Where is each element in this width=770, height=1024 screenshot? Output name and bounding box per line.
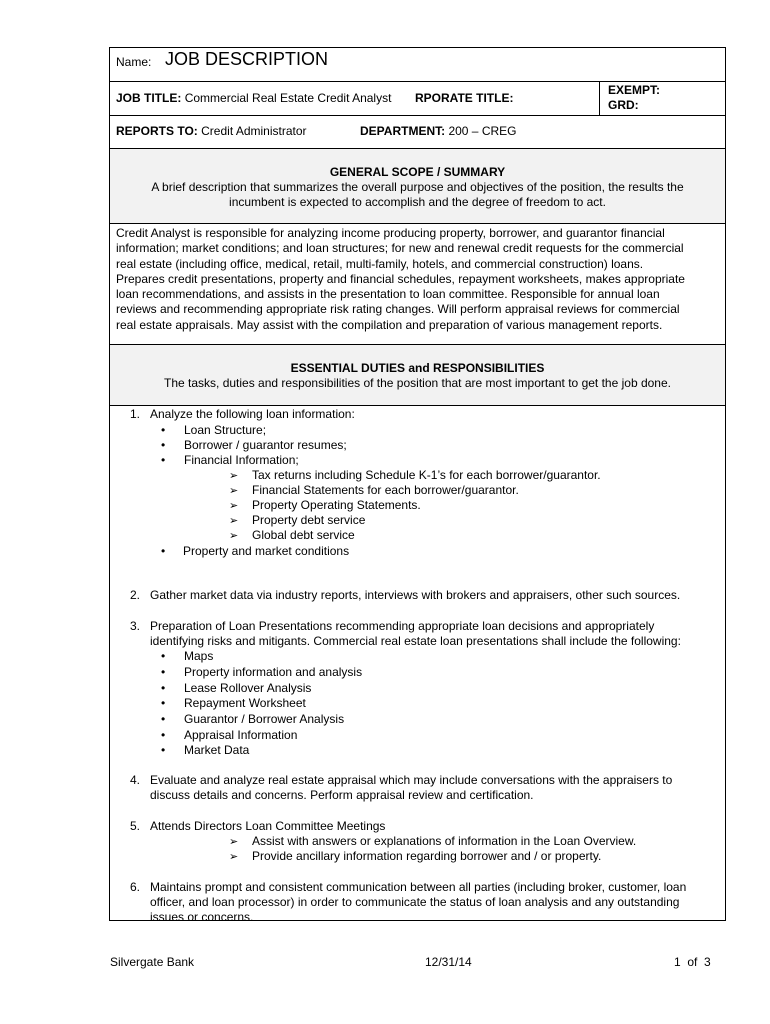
name-label: Name: — [116, 55, 152, 69]
job-title-field — [116, 91, 391, 105]
bullet-text: Repayment Worksheet — [184, 696, 306, 710]
bullet-text: Loan Structure; — [184, 423, 267, 437]
footer-date: 12/31/14 — [425, 955, 472, 969]
scope-line: loan recommendations, and assists in the presentation to loan committee. Responsible for annual loan — [116, 287, 660, 302]
reports-to-value: Credit Administrator — [201, 124, 307, 138]
duty-text-line: discuss details and concerns. Perform appraisal review and certification. — [150, 788, 534, 802]
duty-number: 3. — [129, 619, 140, 633]
sub-item-text: Tax returns including Schedule K-1’s for each borrower/guarantor. — [252, 468, 601, 482]
job-title-label: JOB TITLE: — [116, 91, 182, 105]
sub-item-text: Assist with answers or explanations of information in the Loan Overview. — [252, 834, 637, 848]
arrow-bullet-icon: ➢ — [229, 851, 239, 863]
exempt-label: EXEMPT: — [608, 83, 661, 97]
arrow-bullet-icon: ➢ — [229, 500, 239, 512]
scope-line: Credit Analyst is responsible for analyzing income producing property, borrower, and guarantor financial — [116, 226, 665, 240]
general-scope-body — [110, 224, 725, 344]
duty-text-line: Preparation of Loan Presentations recommending appropriate loan decisions and appropriately — [150, 619, 655, 633]
duty-number: 5. — [129, 819, 140, 833]
arrow-bullet-icon: ➢ — [229, 530, 239, 542]
reports-to-row — [110, 115, 725, 148]
job-description-form — [109, 47, 726, 924]
bullet-icon: • — [161, 696, 166, 710]
bullet-icon: • — [161, 438, 166, 452]
general-scope-header — [110, 149, 725, 223]
scope-line: Prepares credit presentations, property and financial schedules, repayment worksheets, makes appropriate — [116, 271, 685, 286]
general-scope-heading: GENERAL SCOPE / SUMMARY — [329, 165, 506, 179]
duty-text-line: issues or concerns. — [150, 910, 254, 924]
bullet-text: Lease Rollover Analysis — [184, 681, 312, 695]
footer-page-number: 1 of 3 — [674, 955, 711, 969]
duty-text-line: officer, and loan processor) in order to communicate the status of loan analysis and any outstanding — [150, 895, 680, 909]
sub-item-text: Global debt service — [252, 528, 355, 542]
job-title-value: Commercial Real Estate Credit Analyst — [184, 91, 392, 105]
bullet-icon: • — [161, 544, 166, 558]
bullet-icon: • — [161, 665, 166, 679]
bullet-icon: • — [161, 453, 166, 467]
bullet-text: Guarantor / Borrower Analysis — [184, 712, 345, 726]
bullet-text: Market Data — [184, 743, 250, 757]
duty-number: 4. — [129, 773, 140, 787]
duty-text: Analyze the following loan information: — [150, 407, 355, 421]
bullet-icon: • — [161, 681, 166, 695]
name-row — [110, 48, 725, 81]
bullet-text: Property and market conditions — [183, 544, 350, 558]
department-field — [360, 124, 517, 138]
footer-company: Silvergate Bank — [110, 955, 195, 969]
arrow-bullet-icon: ➢ — [229, 470, 239, 482]
bullet-text: Property information and analysis — [184, 665, 363, 679]
bullet-text: Maps — [184, 649, 214, 663]
department-value: 200 – CREG — [448, 124, 517, 138]
grade-label: GRD: — [608, 98, 639, 112]
duty-number: 1. — [129, 407, 140, 421]
essential-duties-heading: ESSENTIAL DUTIES and RESPONSIBILITIES — [290, 361, 545, 375]
arrow-bullet-icon: ➢ — [229, 485, 239, 497]
scope-line: information; market conditions; and loan structures; for new and renewal credit requests for the commercial — [116, 241, 684, 256]
duties-list — [110, 406, 725, 924]
bullet-icon: • — [161, 423, 166, 437]
bullet-icon: • — [161, 712, 166, 726]
bullet-text: Financial Information; — [184, 453, 299, 467]
scope-line: real estate appraisals. May assist with the compilation and preparation of various management reports. — [116, 317, 663, 332]
essential-duties-header — [110, 345, 725, 405]
document-title: JOB DESCRIPTION — [165, 49, 329, 69]
sub-item-text: Property Operating Statements. — [252, 498, 421, 512]
duty-text-line: Maintains prompt and consistent communication between all parties (including broker, customer, loan — [150, 880, 687, 894]
duty-number: 6. — [129, 880, 140, 894]
bullet-text: Appraisal Information — [184, 728, 298, 742]
bullet-icon: • — [161, 728, 166, 742]
reports-to-label: REPORTS TO: — [116, 124, 198, 138]
bullet-icon: • — [161, 649, 166, 663]
corporate-title-label: RPORATE TITLE: — [415, 91, 514, 105]
essential-duties-description: The tasks, duties and responsibilities of the position that are most important to get the job done. — [164, 376, 671, 390]
duty-text: Attends Directors Loan Committee Meetings — [150, 819, 386, 833]
bullet-icon: • — [161, 743, 166, 757]
arrow-bullet-icon: ➢ — [229, 515, 239, 527]
bullet-text: Borrower / guarantor resumes; — [184, 438, 347, 452]
general-scope-description-line2: incumbent is expected to accomplish and the degree of freedom to act. — [229, 195, 606, 209]
sub-item-text: Property debt service — [252, 513, 366, 527]
scope-line: reviews and recommending appropriate risk rating changes. Will perform appraisal reviews for commercial — [116, 302, 680, 317]
sub-item-text: Financial Statements for each borrower/guarantor. — [252, 483, 519, 497]
sub-item-text: Provide ancillary information regarding borrower and / or property. — [252, 849, 602, 863]
arrow-bullet-icon: ➢ — [229, 836, 239, 848]
job-title-row — [110, 81, 725, 115]
duty-text: Gather market data via industry reports, interviews with brokers and appraisers, other such sources. — [150, 588, 681, 602]
duty-text-line: Evaluate and analyze real estate appraisal which may include conversations with the appraisers to — [150, 773, 673, 787]
duty-number: 2. — [129, 588, 140, 602]
scope-line: real estate (including office, medical, retail, multi-family, hotels, and commercial construction) loans. — [116, 256, 644, 271]
duty-text-line: identifying risks and mitigants. Commercial real estate loan presentations shall include the following: — [150, 634, 681, 648]
general-scope-description-line1: A brief description that summarizes the overall purpose and objectives of the position, the results the — [151, 180, 684, 194]
department-label: DEPARTMENT: — [360, 124, 446, 138]
reports-to-field — [116, 124, 307, 138]
exempt-grade-box — [599, 81, 725, 115]
